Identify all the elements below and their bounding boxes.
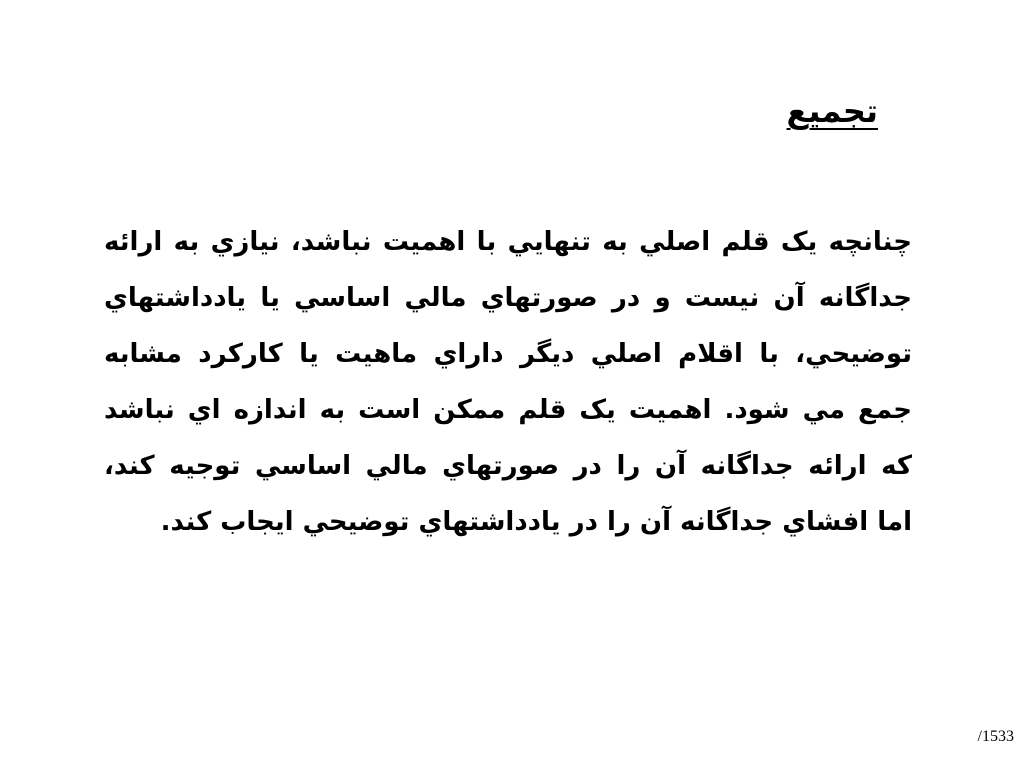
body-line-3: توضيحي، با اقلام اصلي ديگر داراي ماهيت يا كاركرد مشابه [104,339,912,369]
page-number: /1533 [977,728,1014,745]
body-line-5: كه ارائه جداگانه آن را در صورتهاي مالي اساسي توجيه كند، [104,451,912,481]
body-paragraph [104,214,912,550]
body-line-4: جمع مي شود. اهميت يک قلم ممكن است به اندازه اي نباشد [104,395,912,425]
body-line-1: چنانچه یک قلم اصلي به تنهايي با اهميت نباشد، نيازي به ارائه [104,227,912,257]
body-line-6: اما افشاي جداگانه آن را در يادداشتهاي توضيحي ايجاب كند. [160,507,912,537]
body-line-2: جداگانه آن نيست و در صورتهاي مالي اساسي يا يادداشتهاي [104,283,912,313]
slide-title: تجميع [786,92,878,130]
